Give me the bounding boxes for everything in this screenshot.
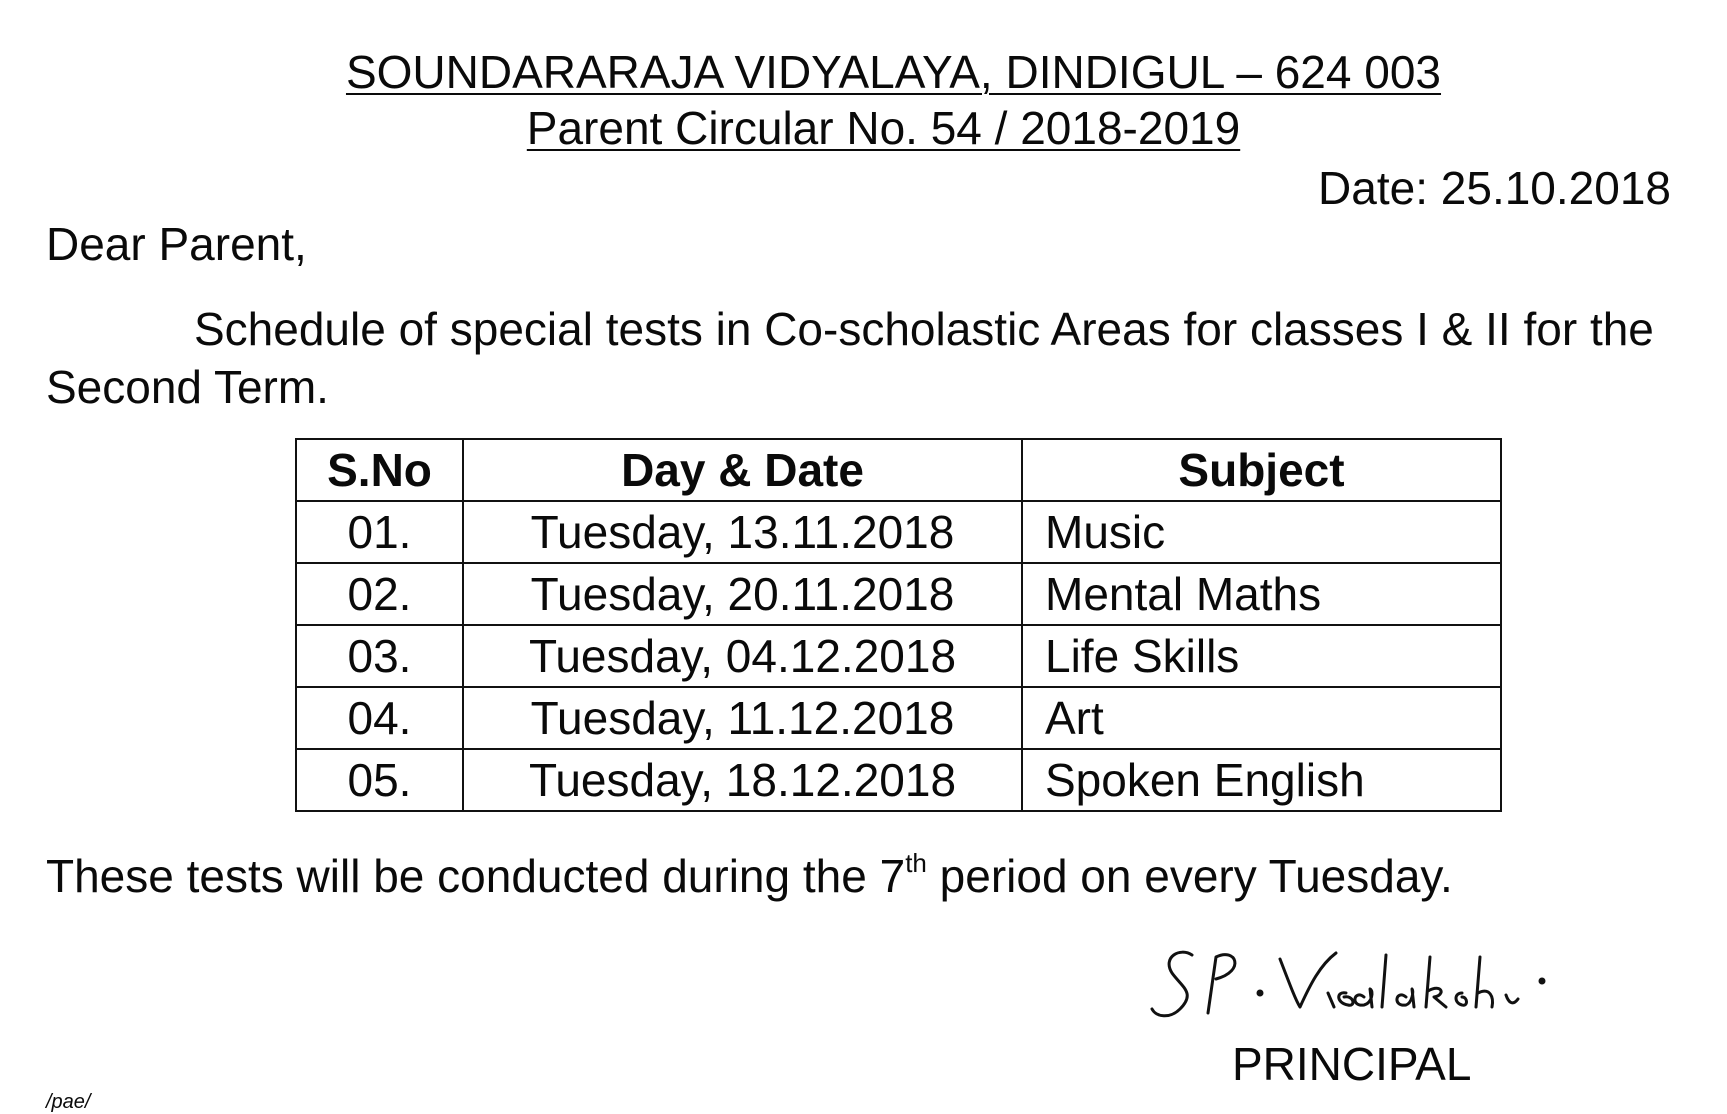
row-date: Tuesday, 18.12.2018 (463, 749, 1022, 811)
note-superscript: th (905, 848, 927, 878)
circular-number: Parent Circular No. 54 / 2018-2019 (526, 102, 1241, 154)
row-subject: Music (1022, 501, 1501, 563)
test-schedule-table (295, 438, 1502, 812)
header-sno: S.No (296, 439, 463, 501)
intro-paragraph (46, 300, 1686, 416)
table-row (296, 625, 1501, 687)
row-sno: 04. (296, 687, 463, 749)
salutation: Dear Parent, (46, 218, 307, 270)
table-row (296, 749, 1501, 811)
school-title: SOUNDARARAJA VIDYALAYA, DINDIGUL – 624 003 (345, 46, 1442, 98)
circular-date: Date: 25.10.2018 (1318, 162, 1671, 214)
header-day-date: Day & Date (463, 439, 1022, 501)
row-sno: 05. (296, 749, 463, 811)
row-date: Tuesday, 11.12.2018 (463, 687, 1022, 749)
row-sno: 02. (296, 563, 463, 625)
row-subject: Life Skills (1022, 625, 1501, 687)
row-subject: Art (1022, 687, 1501, 749)
row-subject: Mental Maths (1022, 563, 1501, 625)
table-row (296, 563, 1501, 625)
row-sno: 01. (296, 501, 463, 563)
table-header-row (296, 439, 1501, 501)
note-text: These tests will be conducted during the 7 (46, 850, 906, 902)
schedule-note (46, 848, 1453, 904)
row-sno: 03. (296, 625, 463, 687)
principal-signature (1150, 935, 1620, 1025)
table-row (296, 687, 1501, 749)
row-subject: Spoken English (1022, 749, 1501, 811)
row-date: Tuesday, 20.11.2018 (463, 563, 1022, 625)
table-row (296, 501, 1501, 563)
intro-text: Schedule of special tests in Co-scholastic Areas for classes I & II for the Second Term. (46, 303, 1654, 413)
principal-label: PRINCIPAL (1232, 1038, 1472, 1090)
header-subject: Subject (1022, 439, 1501, 501)
reference-code: /pae/ (46, 1091, 91, 1113)
note-text-end: period on every Tuesday. (926, 850, 1453, 902)
row-date: Tuesday, 04.12.2018 (463, 625, 1022, 687)
row-date: Tuesday, 13.11.2018 (463, 501, 1022, 563)
